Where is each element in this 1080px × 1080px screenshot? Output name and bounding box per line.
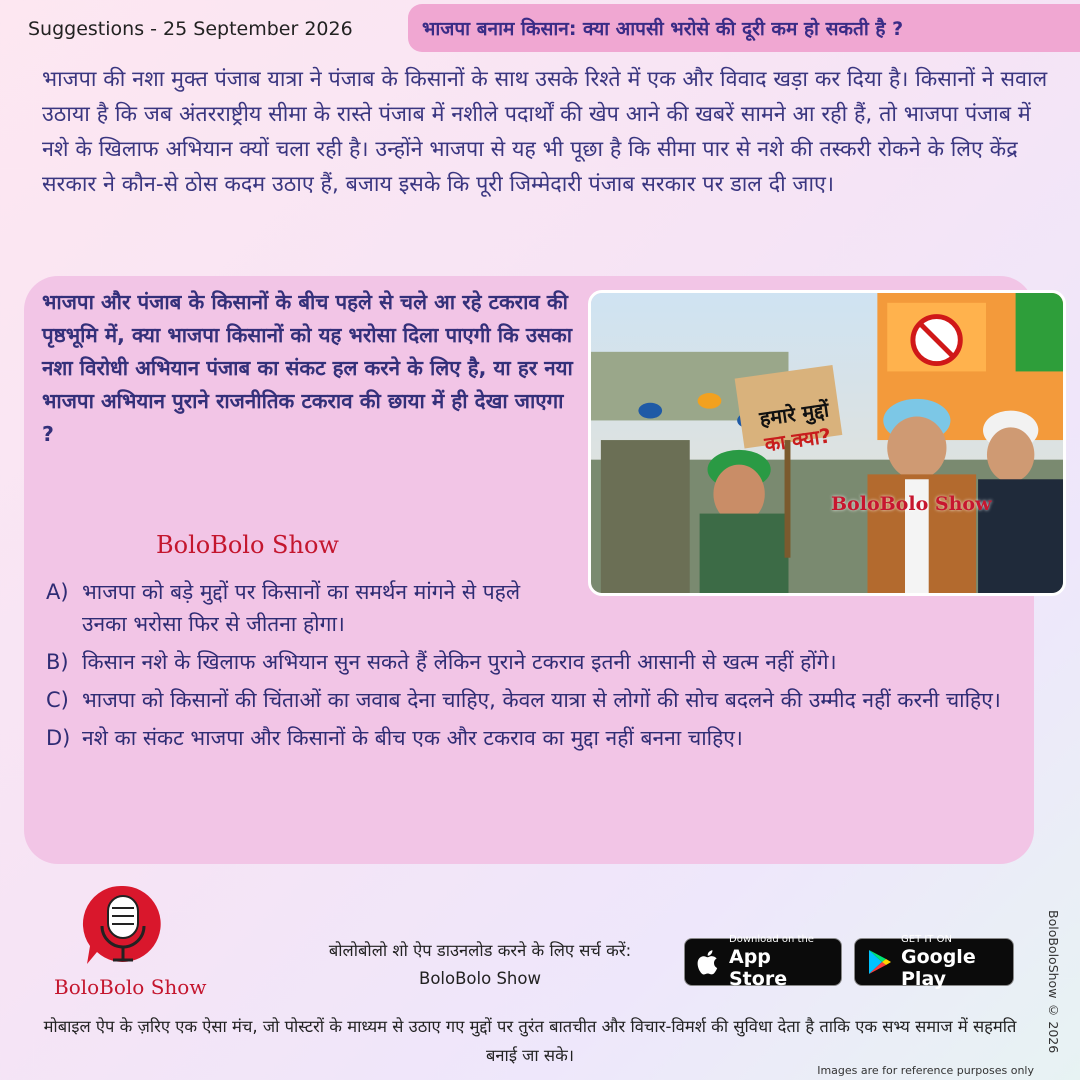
intro-paragraph: भाजपा की नशा मुक्त पंजाब यात्रा ने पंजाब के किसानों के साथ उसके रिश्ते में एक और विवाद खड़ा कर दिया है। किसानों ने सवाल उठाया है कि जब अंतरराष्ट्रीय सीमा के रास्ते पंजाब में नशीले पदार्थों की खेप आने की खबरें सामने आ रही हैं, तो भाजपा पंजाब में नशे के खिलाफ अभियान क्यों चला रही है। उन्होंने भाजपा से यह भी पूछा है कि सीमा पार से नशे की तस्करी रोकने के लिए केंद्र सरकार ने कौन-से ठोस कदम उठाए हैं, बजाय इसके कि पूरी जिम्मेदारी पंजाब सरकार पर डाल दी जाए। <box>42 67 1048 197</box>
google-play-icon <box>867 948 893 976</box>
option-letter: B) <box>46 650 69 674</box>
option-letter: A) <box>46 580 69 604</box>
option-text: भाजपा को बड़े मुद्दों पर किसानों का समर्थन मांगने से पहले उनका भरोसा फिर से जीतना होगा। <box>82 580 521 636</box>
option-letter: C) <box>46 688 69 712</box>
option-text: किसान नशे के खिलाफ अभियान सुन सकते हैं लेकिन पुराने टकराव इतनी आसानी से खत्म नहीं होंगे। <box>82 650 837 674</box>
headline-text: भाजपा बनाम किसान: क्या आपसी भरोसे की दूरी कम हो सकती है ? <box>422 18 904 40</box>
option-b[interactable] <box>46 646 1036 678</box>
option-text: नशे का संकट भाजपा और किसानों के बीच एक और टकराव का मुद्दा नहीं बनना चाहिए। <box>82 726 743 750</box>
google-play-button[interactable] <box>854 934 1014 990</box>
google-play-big-text: Google Play <box>901 946 976 990</box>
headline-banner <box>408 4 1080 52</box>
option-text: भाजपा को किसानों की चिंताओं का जवाब देना चाहिए, केवल यात्रा से लोगों की सोच बदलने की उम्मीद नहीं करनी चाहिए। <box>82 688 1001 712</box>
post-date: Suggestions - 25 September 2026 <box>28 18 353 40</box>
photo-watermark: BoloBolo Show <box>831 493 992 515</box>
option-c[interactable] <box>46 684 1036 716</box>
option-a[interactable] <box>46 576 1036 640</box>
google-play-small-text: GET IT ON <box>901 934 952 945</box>
farmers-protest-photo <box>588 290 1066 596</box>
option-letter: D) <box>46 726 71 750</box>
download-instructions: बोलोबोलो शो ऐप डाउनलोड करने के लिए सर्च करें: BoloBolo Show <box>328 941 632 988</box>
app-store-big-text: App Store <box>729 946 788 990</box>
app-store-button[interactable] <box>684 934 842 990</box>
footer-brand-label: BoloBolo Show <box>54 975 207 999</box>
copyright-notice: BoloBoloShow © 2026 <box>1046 910 1061 1054</box>
question-text: भाजपा और पंजाब के किसानों के बीच पहले से चले आ रहे टकराव की पृष्ठभूमि में, क्या भाजपा किसानों को यह भरोसा दिला पाएगी कि उसका नशा विरोधी अभियान पंजाब का संकट हल करने के लिए है, या हर नया भाजपा अभियान पुराने राजनीतिक टकराव की छाया में ही देखा जाएगा ? <box>42 290 573 446</box>
microphone-logo-icon <box>78 880 168 970</box>
answer-options <box>46 576 1036 760</box>
apple-icon <box>697 948 721 976</box>
platform-description: मोबाइल ऐप के ज़रिए एक ऐसा मंच, जो पोस्टरों के माध्यम से उठाए गए मुद्दों पर तुरंत बातचीत और विचार-विमर्श की सुविधा देता है ताकि एक सभ्य समाज में सहमति बनाई जा सके। <box>43 1017 1017 1065</box>
protest-sign-text: हमारे मुद्दों का क्या? <box>757 397 833 457</box>
card-brand-label: BoloBolo Show <box>156 531 339 559</box>
app-store-small-text: Download on the <box>729 934 814 945</box>
image-disclaimer: Images are for reference purposes only <box>817 1064 1034 1077</box>
option-d[interactable] <box>46 722 1036 754</box>
